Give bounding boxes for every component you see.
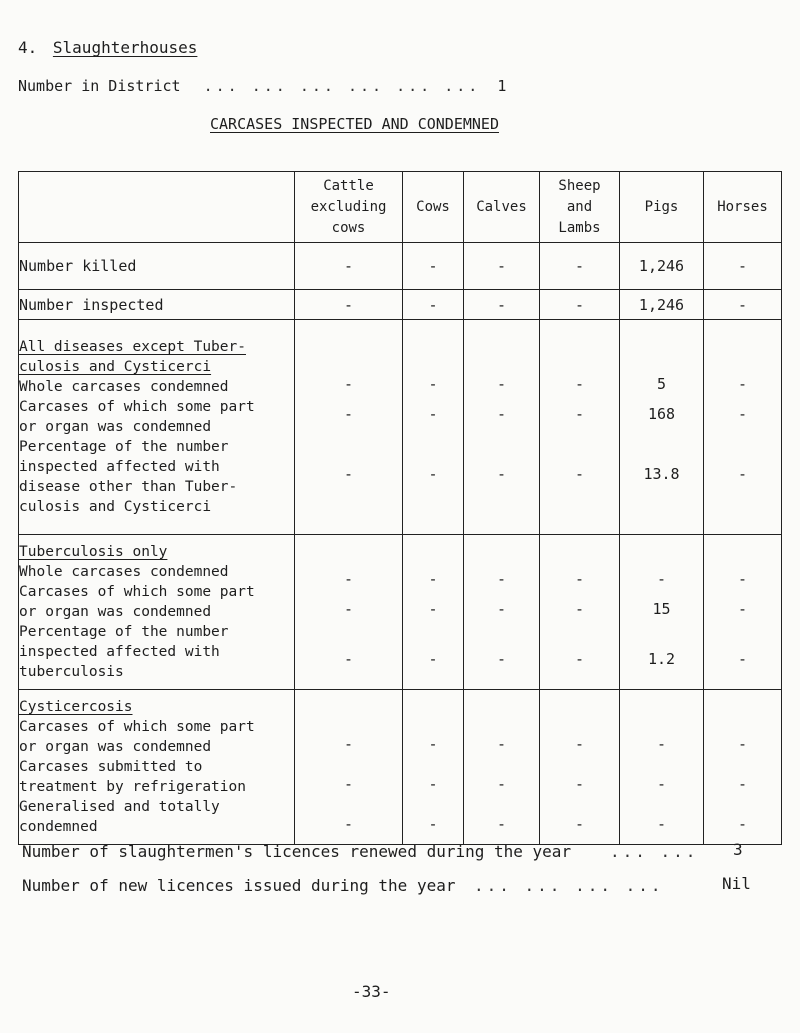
cell <box>620 320 704 535</box>
col-header-line: Sheep <box>558 177 601 194</box>
cell: - <box>295 290 403 320</box>
cell <box>403 535 464 690</box>
cell <box>295 690 403 845</box>
col-header-sheep <box>540 172 620 243</box>
section-label <box>19 535 295 690</box>
cell-value: - <box>737 570 748 588</box>
cell-value: - <box>737 775 748 793</box>
cell-value: - <box>343 735 354 753</box>
item-label-line: tuberculosis <box>19 664 124 680</box>
cell-value: - <box>574 465 585 483</box>
item-label-line: culosis and Cysticerci <box>19 499 212 515</box>
col-header-line: Lambs <box>558 219 601 236</box>
cell-value: - <box>496 375 507 393</box>
section-heading: Cysticercosis <box>19 699 133 715</box>
col-header-line: Horses <box>717 198 768 215</box>
cell-value: - <box>496 735 507 753</box>
cell <box>620 535 704 690</box>
cell-value: - <box>737 465 748 483</box>
cell-value: - <box>574 735 585 753</box>
cell-value: 15 <box>652 600 671 618</box>
cell-value: - <box>428 375 438 393</box>
row-killed <box>19 243 782 290</box>
item-label-line: Generalised and totally <box>19 799 220 815</box>
col-header-cows <box>403 172 464 243</box>
col-header-line: Cattle <box>323 177 374 194</box>
section-number: 4. <box>18 38 38 57</box>
cell-value: - <box>343 815 354 833</box>
cell <box>403 690 464 845</box>
leader-dots: ... ... ... ... <box>474 876 664 895</box>
item-label-line: treatment by refrigeration <box>19 779 246 795</box>
section-heading: Tuberculosis only <box>19 544 168 560</box>
cell-value: - <box>574 570 585 588</box>
col-header-line: excluding <box>310 198 387 215</box>
cell <box>540 690 620 845</box>
cell-value: - <box>574 375 585 393</box>
footer-new-line <box>22 876 455 895</box>
carcases-table <box>18 171 782 845</box>
col-header-calves <box>464 172 540 243</box>
section-tuberculosis <box>19 535 782 690</box>
section-title: Slaughterhouses <box>52 38 198 57</box>
cell-value: 5 <box>656 375 667 393</box>
row-label: Number inspected <box>19 290 295 320</box>
cell-value: - <box>737 735 748 753</box>
footer-label: Number of new licences issued during the year <box>22 876 456 895</box>
col-header-line: and <box>566 198 593 215</box>
item-label-line: Carcases of which some part <box>19 584 255 600</box>
col-header-line: cows <box>331 219 366 236</box>
item-label-line: Carcases submitted to <box>19 759 203 775</box>
page-number: -33- <box>352 982 391 1001</box>
district-count: 1 <box>497 77 507 95</box>
table-title: CARCASES INSPECTED AND CONDEMNED <box>210 115 499 133</box>
cell-value: - <box>496 465 507 483</box>
cell-value: - <box>737 375 748 393</box>
item-label-line: or organ was condemned <box>19 604 212 620</box>
cell-value: - <box>428 815 438 833</box>
col-header-horses <box>704 172 782 243</box>
item-label-line: Percentage of the number <box>19 624 229 640</box>
cell-value: - <box>343 405 354 423</box>
footer-value: 3 <box>733 840 743 859</box>
footer-label: Number of slaughtermen's licences renewed during the year <box>22 842 572 861</box>
cell-value: - <box>428 650 438 668</box>
col-header-line: Pigs <box>644 198 679 215</box>
cell <box>464 535 540 690</box>
cell <box>295 320 403 535</box>
cell: 1,246 <box>620 290 704 320</box>
cell-value: - <box>574 650 585 668</box>
section-heading: culosis and Cysticerci <box>19 359 212 375</box>
corner-cell <box>19 172 295 243</box>
cell-value: - <box>574 815 585 833</box>
cell-value: - <box>574 775 585 793</box>
cell-value: - <box>656 735 667 753</box>
cell-value: - <box>343 650 354 668</box>
cell: - <box>464 243 540 290</box>
footer-renewed-line <box>22 842 571 861</box>
cell <box>464 690 540 845</box>
cell-value: - <box>343 775 354 793</box>
cell: - <box>403 290 464 320</box>
cell-value: - <box>343 600 354 618</box>
item-label-line: Whole carcases condemned <box>19 564 229 580</box>
cell: - <box>464 290 540 320</box>
item-label-line: or organ was condemned <box>19 739 212 755</box>
item-label-line: condemned <box>19 819 98 835</box>
col-header-line: Calves <box>476 198 527 215</box>
cell <box>403 320 464 535</box>
cell-value: - <box>496 570 507 588</box>
cell <box>704 690 782 845</box>
section-label <box>19 690 295 845</box>
cell <box>540 320 620 535</box>
cell <box>704 535 782 690</box>
cell-value: - <box>574 405 585 423</box>
cell-value: - <box>496 815 507 833</box>
cell-value: - <box>428 735 438 753</box>
header-row <box>19 172 782 243</box>
col-header-line: Cows <box>416 198 450 215</box>
section-heading <box>18 38 197 57</box>
footer-value: Nil <box>722 874 751 893</box>
cell-value: - <box>428 405 438 423</box>
cell: - <box>540 243 620 290</box>
cell-value: 1.2 <box>647 650 676 668</box>
cell-value: - <box>496 775 507 793</box>
item-label-line: Percentage of the number <box>19 439 229 455</box>
district-label: Number in District <box>18 77 181 95</box>
cell <box>540 535 620 690</box>
item-label-line: inspected affected with <box>19 459 220 475</box>
cell-value: - <box>656 775 667 793</box>
section-all-diseases <box>19 320 782 535</box>
cell <box>295 535 403 690</box>
cell-value: 13.8 <box>643 465 680 483</box>
item-label-line: Carcases of which some part <box>19 719 255 735</box>
item-label-line: disease other than Tuber- <box>19 479 238 495</box>
cell-value: - <box>574 600 585 618</box>
cell: 1,246 <box>620 243 704 290</box>
cell-value: - <box>343 570 354 588</box>
cell: - <box>704 290 782 320</box>
leader-dots: ... ... ... ... ... ... <box>203 77 481 95</box>
col-header-pigs <box>620 172 704 243</box>
cell-value: - <box>428 465 438 483</box>
section-cysticercosis <box>19 690 782 845</box>
item-label-line: inspected affected with <box>19 644 220 660</box>
section-label <box>19 320 295 535</box>
cell-value: - <box>496 405 507 423</box>
cell-value: - <box>343 375 354 393</box>
cell-value: - <box>737 405 748 423</box>
cell-value: - <box>428 775 438 793</box>
cell-value: 168 <box>647 405 676 423</box>
row-label: Number killed <box>19 243 295 290</box>
cell <box>464 320 540 535</box>
cell-value: - <box>737 650 748 668</box>
cell: - <box>403 243 464 290</box>
cell-value: - <box>737 600 748 618</box>
item-label-line: or organ was condemned <box>19 419 212 435</box>
section-heading: All diseases except Tuber- <box>19 339 246 355</box>
cell <box>704 320 782 535</box>
district-line <box>18 77 506 95</box>
item-label-line: Carcases of which some part <box>19 399 255 415</box>
row-inspected <box>19 290 782 320</box>
cell-value: - <box>496 650 507 668</box>
cell-value: - <box>428 600 438 618</box>
cell: - <box>704 243 782 290</box>
cell-value: - <box>656 815 667 833</box>
cell: - <box>540 290 620 320</box>
cell-value: - <box>428 570 438 588</box>
cell-value: - <box>656 570 667 588</box>
cell: - <box>295 243 403 290</box>
cell <box>620 690 704 845</box>
leader-dots: ... ... <box>610 842 699 861</box>
item-label-line: Whole carcases condemned <box>19 379 229 395</box>
cell-value: - <box>496 600 507 618</box>
cell-value: - <box>343 465 354 483</box>
cell-value: - <box>737 815 748 833</box>
col-header-cattle <box>295 172 403 243</box>
